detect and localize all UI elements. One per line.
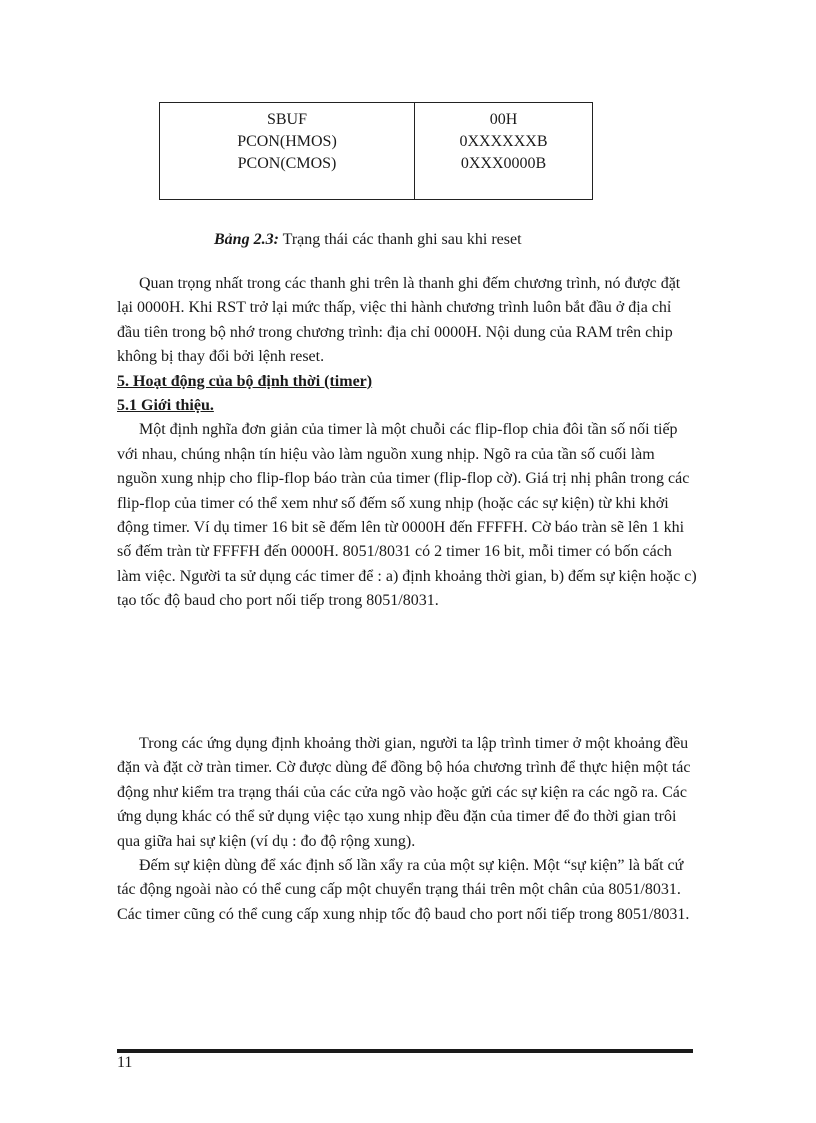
register-value-cell: 00H (489, 111, 518, 128)
table-caption (214, 229, 522, 251)
register-name-cell: PCON(CMOS) (237, 155, 337, 172)
subsection-heading-intro: 5.1 Giới thiệu. (117, 397, 214, 415)
register-value-cell: 0XXX0000B (460, 155, 547, 172)
register-name-cell: PCON(HMOS) (237, 133, 337, 150)
paragraph-reset: Quan trọng nhất trong các thanh ghi trên là thanh ghi đếm chương trình, nó được đặt lại 0000H. Khi RST trở lại mức thấp, việc thi hành chương trình luôn bắt đầu ở địa chỉ đầu tiên trong bộ nhớ trong chương trình: địa chỉ 0000H. Nội dung của RAM trên chip không bị thay đổi bởi lệnh reset. (117, 275, 681, 366)
register-reset-table (159, 102, 593, 200)
register-value-cell: 0XXXXXXB (459, 133, 548, 150)
section-heading-timer: 5. Hoạt động của bộ định thời (timer) (117, 372, 373, 390)
register-name-column (160, 103, 415, 199)
section-upper (117, 272, 697, 614)
table-caption-label: Bảng 2.3: (214, 231, 279, 248)
register-name-cell: SBUF (266, 111, 308, 128)
page-number: 11 (117, 1054, 133, 1071)
paragraph-interval-timing: Trong các ứng dụng định khoảng thời gian, người ta lập trình timer ở một khoảng đều đặn và đặt cờ tràn timer. Cờ được dùng để đồng bộ hóa chương trình để thực hiện một tác động như kiểm tra trạng thái của các cửa ngõ vào hoặc gửi các sự kiện ra các ngõ ra. Các ứng dụng khác có thể sử dụng việc tạo xung nhịp đều đặn của timer để đo thời gian trôi qua giữa hai sự kiện (ví dụ : đo độ rộng xung). (117, 735, 691, 850)
paragraph-event-counting: Đếm sự kiện dùng để xác định số lần xẩy ra của một sự kiện. Một “sự kiện” là bất cứ tác động ngoài nào có thể cung cấp một chuyển trạng thái trên một chân của 8051/8031. Các timer cũng có thể cung cấp xung nhịp tốc độ baud cho port nối tiếp trong 8051/8031. (117, 857, 690, 923)
register-value-column (415, 103, 592, 199)
section-lower (117, 732, 697, 927)
footer-rule (117, 1049, 693, 1053)
paragraph-timer-definition: Một định nghĩa đơn giản của timer là một chuỗi các flip-flop chia đôi tần số nối tiếp với nhau, chúng nhận tín hiệu vào làm nguồn xung nhịp. Ngõ ra của tần số cuối làm nguồn xung nhịp cho flip-flop báo tràn của timer (flip-flop cờ). Giá trị nhị phân trong các flip-flop của timer có thể xem như số đếm số xung nhịp (hoặc các sự kiện) từ khi khởi động timer. Ví dụ timer 16 bit sẽ đếm lên từ 0000H đến FFFFH. Cờ báo tràn sẽ lên 1 khi số đếm tràn từ FFFFH đến 0000H. 8051/8031 có 2 timer 16 bit, mỗi timer có bốn cách làm việc. Người ta sử dụng các timer để : a) định khoảng thời gian, b) đếm sự kiện hoặc c) tạo tốc độ baud cho port nối tiếp trong 8051/8031. (117, 421, 697, 610)
table-caption-text: Trạng thái các thanh ghi sau khi reset (278, 231, 522, 248)
